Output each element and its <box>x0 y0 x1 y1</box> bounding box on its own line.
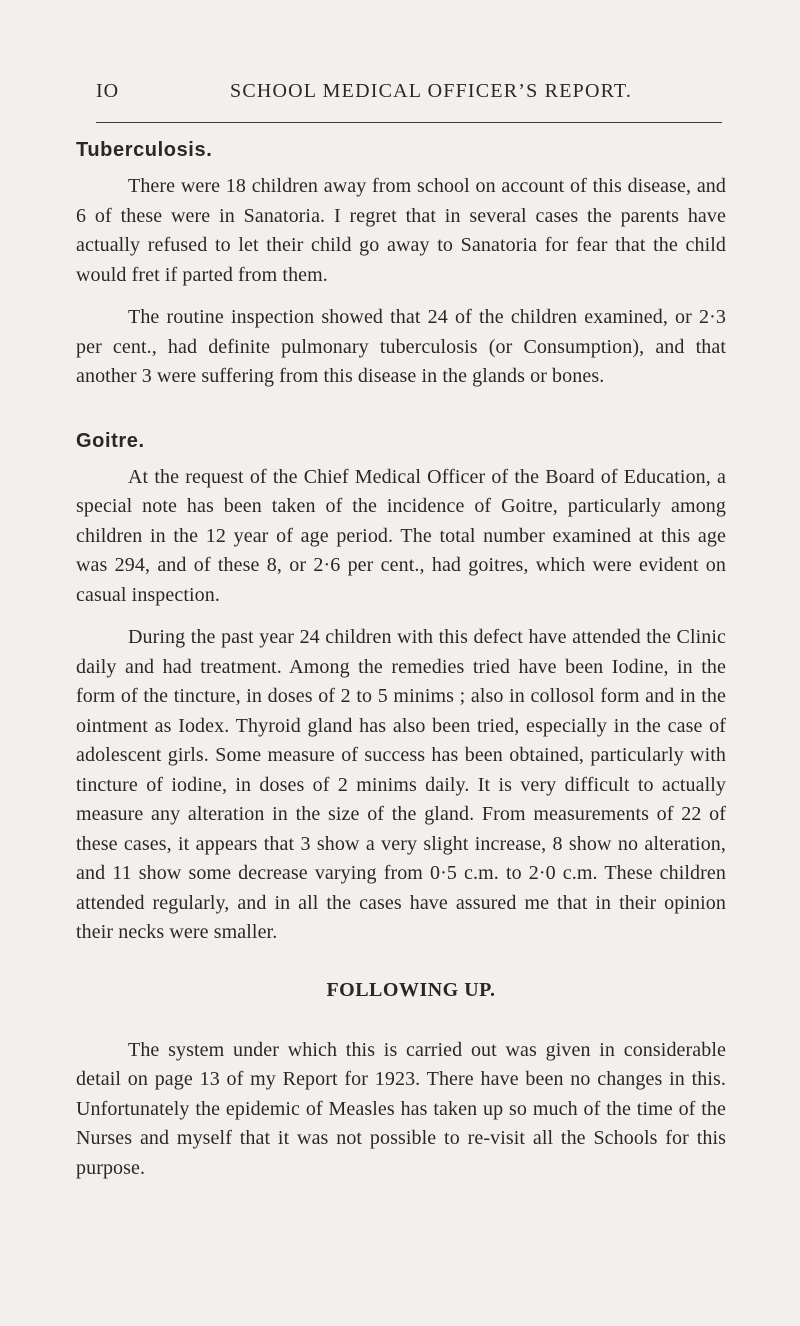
page-number: IO <box>96 80 120 102</box>
paragraph: There were 18 children away from school on account of this disease, and 6 of these were in Sanatoria. I regret that in several cases the parents have actually refused to let their child go away to Sanatoria for fear that the child would fret if parted from them. <box>76 175 726 286</box>
section-heading-goitre: Goitre. <box>76 429 145 452</box>
section-tuberculosis <box>76 134 726 392</box>
paragraph: The system under which this is carried out was given in considerable detail on page 13 of my Report for 1923. There have been no changes in this. Unfortunately the epidemic of Measles has taken up so much of the time of the Nurses and myself that it was not possible to re-visit all the Schools for this purpose. <box>76 1038 726 1179</box>
header-rule <box>96 122 722 123</box>
page-body <box>76 134 726 1183</box>
section-goitre <box>76 425 726 948</box>
section-heading-tuberculosis: Tuberculosis. <box>76 139 213 161</box>
paragraph: The routine inspection showed that 24 of the children examined, or 2·3 per cent., had definite pulmonary tuberculosis (or Consumption), and that another 3 were suffering from this disease in the glands or bones. <box>76 306 726 387</box>
section-following-up <box>76 948 726 1184</box>
running-title: SCHOOL MEDICAL OFFICER’S REPORT. <box>230 80 633 102</box>
paragraph: During the past year 24 children with this defect have attended the Clinic daily and had treatment. Among the remedies tried have been Iodine, in the form of the tincture, in doses of 2 to 5 minims ; also in collosol form and in the ointment as Iodex. Thyroid gland has also been tried, especially in the case of adolescent girls. Some measure of success has been obtained, particularly with tincture of iodine, in doses of 2 minims daily. It is very difficult to actually measure any alteration in the size of the gland. From measurements of 22 of these cases, it appears that 3 show a very slight increase, 8 show no alteration, and 11 show some decrease varying from 0·5 c.m. to 2·0 c.m. These children attended regularly, and in all the cases have assured me that in their opinion their necks were smaller. <box>76 626 726 943</box>
page-header <box>96 80 722 112</box>
section-heading-following-up: FOLLOWING UP. <box>326 978 496 1001</box>
paragraph: At the request of the Chief Medical Officer of the Board of Education, a special note has been taken of the incidence of Goitre, particularly among children in the 12 year of age period. The total number examined at this age was 294, and of these 8, or 2·6 per cent., had goitres, which were evident on casual inspection. <box>76 465 726 606</box>
